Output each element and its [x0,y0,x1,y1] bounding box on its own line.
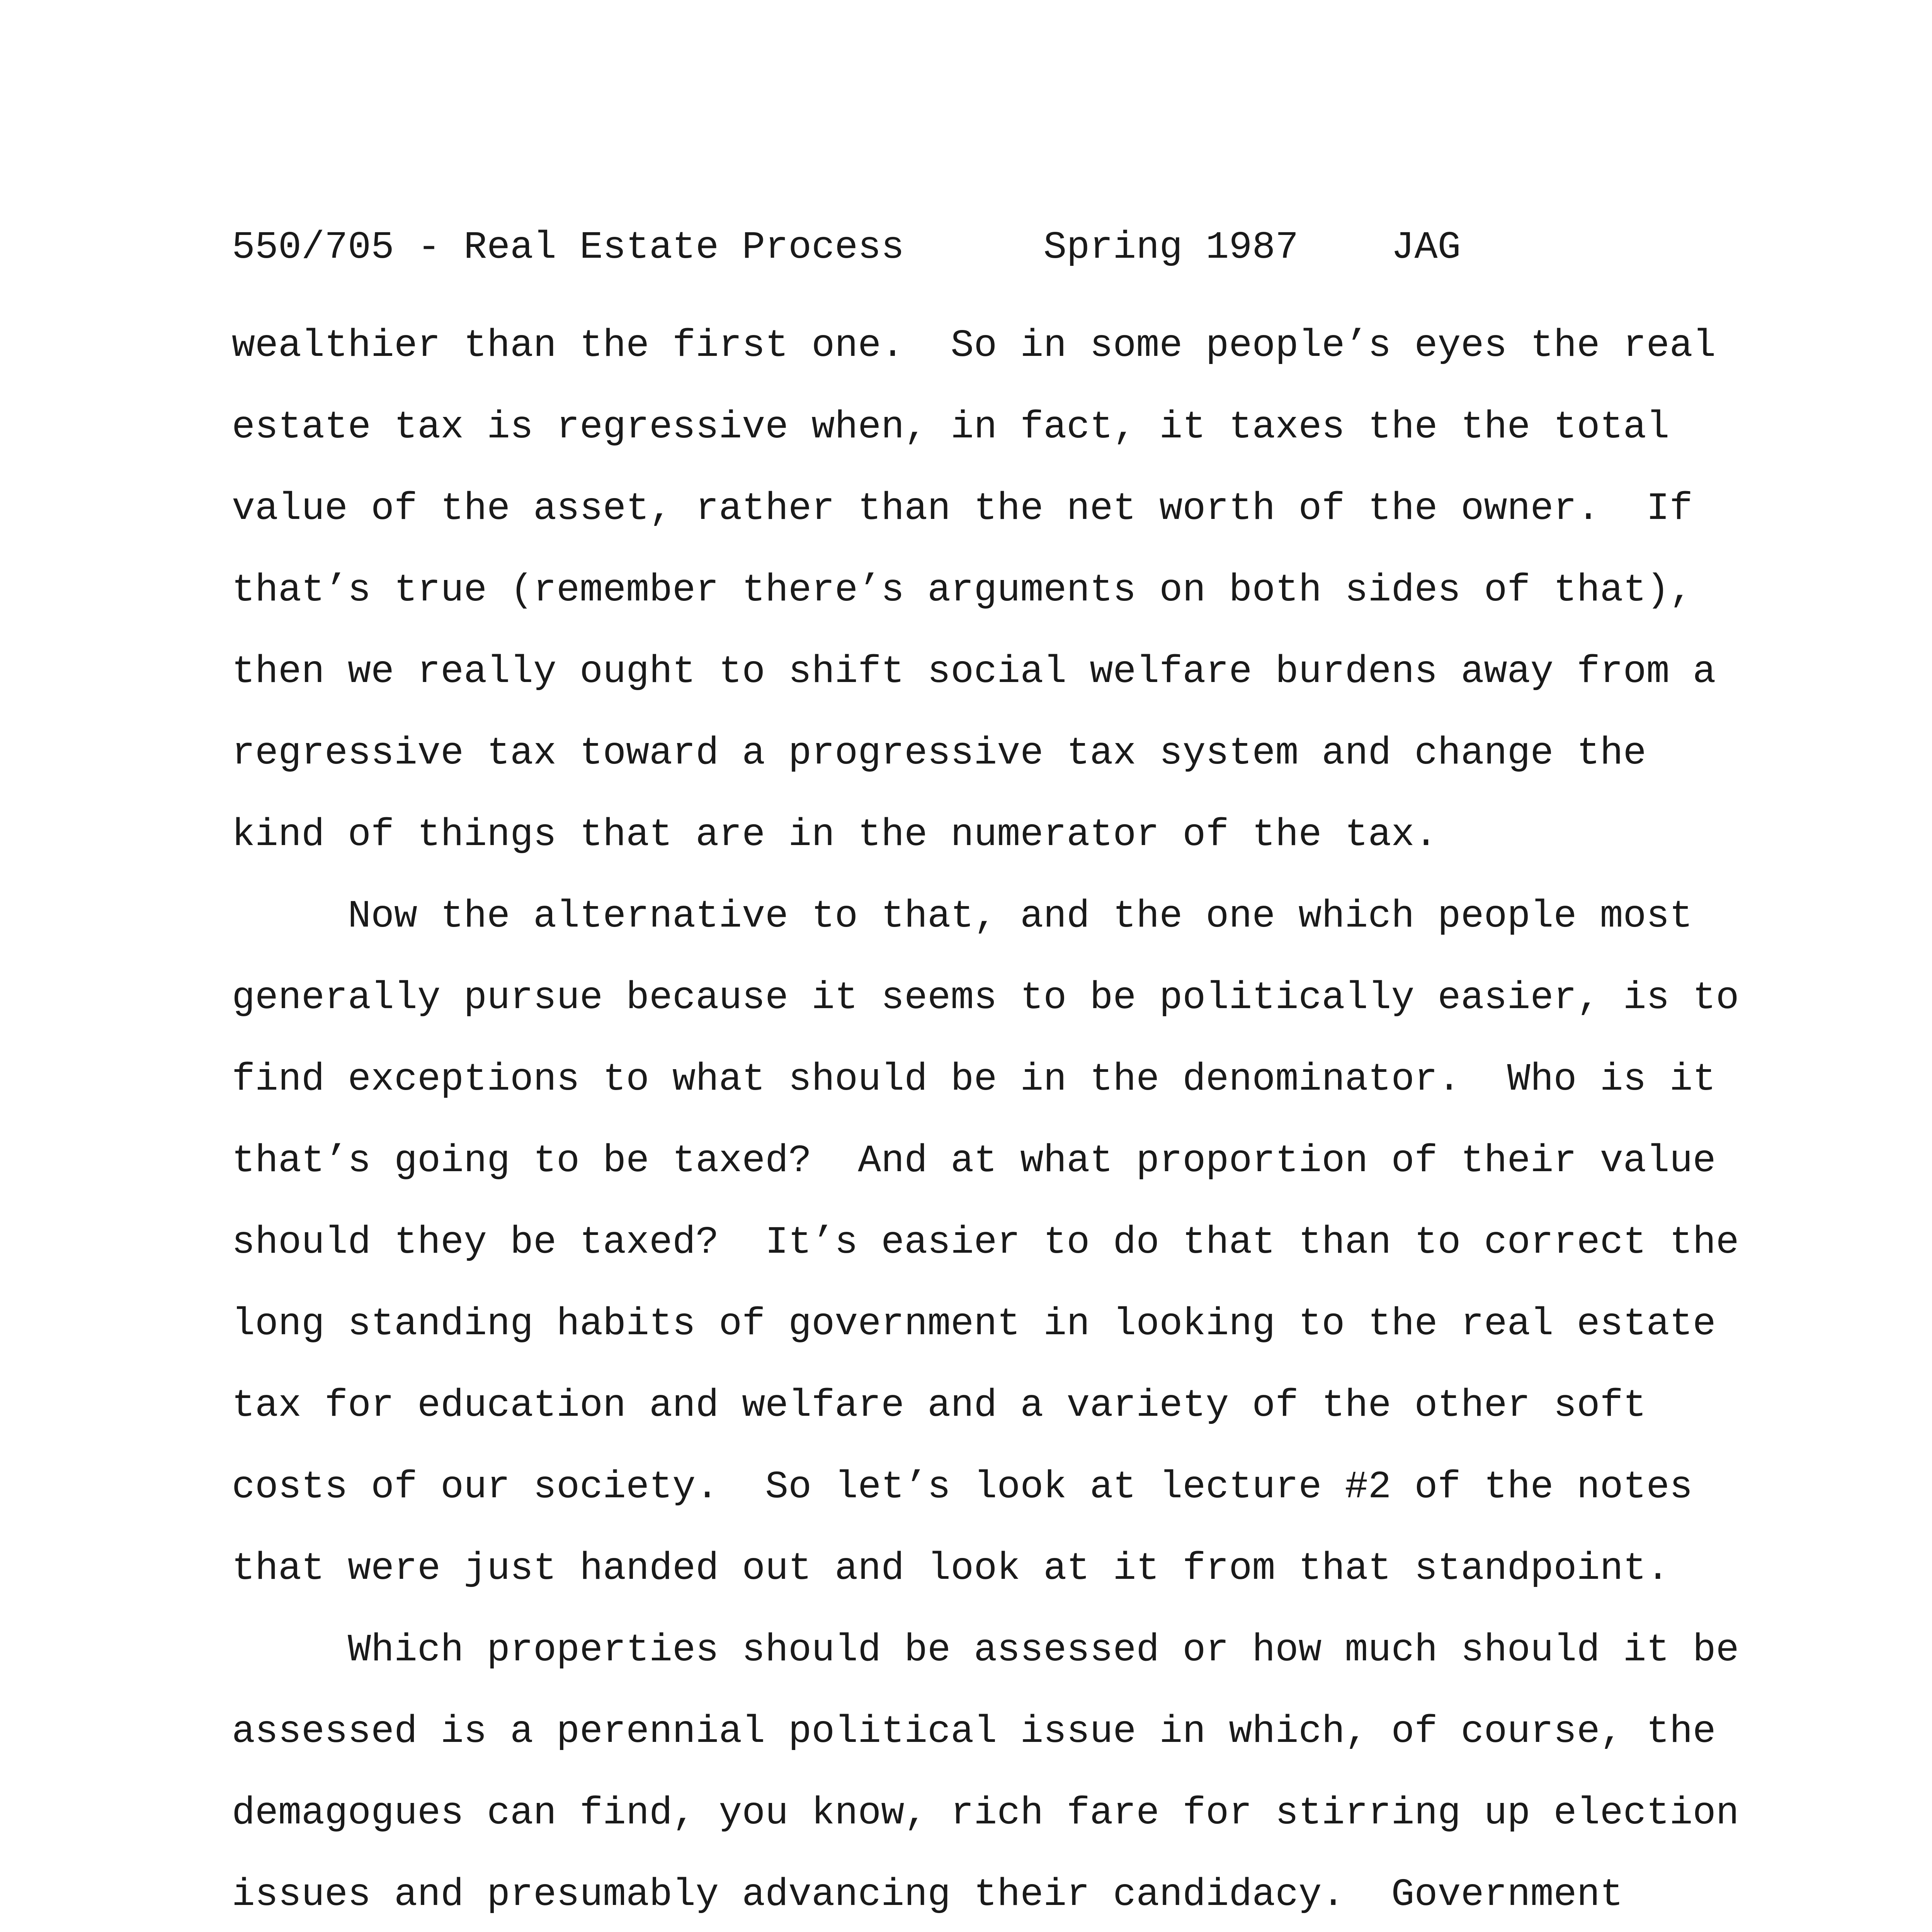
text-line: tax for education and welfare and a variety of the other soft [232,1384,1646,1428]
text-line: that’s true (remember there’s arguments on both sides of that), [232,569,1693,612]
text-line: demagogues can find, you know, rich fare for stirring up election [232,1792,1739,1835]
text-line: find exceptions to what should be in the denominator. Who is it [232,1058,1716,1102]
text-line: generally pursue because it seems to be politically easier, is to [232,976,1739,1020]
text-line: issues and presumably advancing their candidacy. Government [232,1873,1623,1917]
text-line: kind of things that are in the numerator of the tax. [232,813,1438,857]
text-line: costs of our society. So let’s look at lecture #2 of the notes [232,1466,1693,1509]
text-line: should they be taxed? It’s easier to do that than to correct the [232,1221,1739,1265]
text-line: that’s going to be taxed? And at what proportion of their value [232,1139,1716,1183]
text-line: that were just handed out and look at it from that standpoint. [232,1547,1670,1591]
paragraph-start-line: Now the alternative to that, and the one which people most [348,895,1693,939]
paragraph-start-line: Which properties should be assessed or how much should it be [348,1629,1739,1672]
text-line: regressive tax toward a progressive tax system and change the [232,732,1646,776]
text-line: then we really ought to shift social welfare burdens away from a [232,650,1716,694]
text-line: assessed is a perennial political issue in which, of course, the [232,1710,1716,1754]
text-line: wealthier than the first one. So in some people’s eyes the real [232,324,1716,368]
transcript-body [232,305,1754,1932]
term: Spring 1987 [1043,226,1299,270]
text-line: value of the asset, rather than the net worth of the owner. If [232,487,1693,531]
text-line: long standing habits of government in looking to the real estate [232,1303,1716,1346]
page-header [232,225,1461,271]
author-initials: JAG [1391,226,1461,270]
text-line: estate tax is regressive when, in fact, it taxes the the total [232,406,1670,449]
course-title: 550/705 - Real Estate Process [232,226,905,270]
